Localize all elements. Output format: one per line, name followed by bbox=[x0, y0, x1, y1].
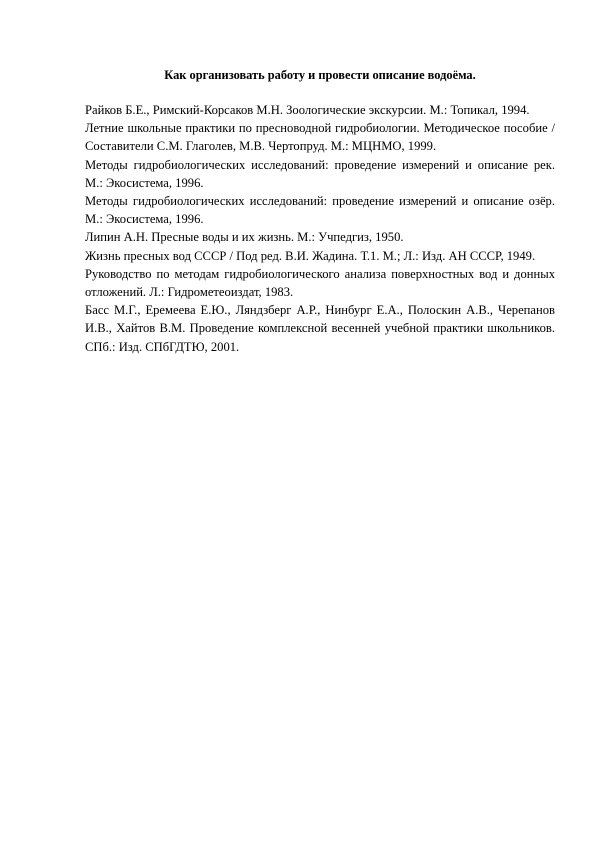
document-title: Как организовать работу и провести описание водоёма. bbox=[164, 68, 476, 82]
reference-item: Методы гидробиологических исследований: проведение измерений и описание озёр. М.: Экосистема, 1996. bbox=[85, 194, 555, 227]
reference-item: Методы гидробиологических исследований: проведение измерений и описание рек. М.: Экосистема, 1996. bbox=[85, 157, 555, 190]
reference-item: Липин А.Н. Пресные воды и их жизнь. М.: Учпедгиз, 1950. bbox=[85, 230, 404, 245]
reference-list bbox=[85, 101, 555, 356]
reference-item: Райков Б.Е., Римский-Корсаков М.Н. Зоологические экскурсии. М.: Топикал, 1994. bbox=[85, 103, 530, 117]
reference-item: Руководство по методам гидробиологического анализа поверхностных вод и донных отложений. Л.: Гидрометеоиздат, 1983. bbox=[85, 266, 555, 300]
reference-item: Басс М.Г., Еремеева Е.Ю., Ляндзберг А.Р., Нинбург Е.А., Полоскин А.В., Черепанов И.В., Хайтов В.М. Проведение комплексной весенней учебной практики школьников. СПб.: Изд. СПбГДТЮ, 2001. bbox=[85, 303, 555, 354]
reference-item: Жизнь пресных вод СССР / Под ред. В.И. Жадина. Т.1. М.; Л.: Изд. АН СССР, 1949. bbox=[85, 248, 536, 263]
reference-item: Летние школьные практики по пресноводной гидробиологии. Методическое пособие /Составители С.М. Глаголев, М.В. Чертопруд. М.: МЦНМО, 1999. bbox=[85, 121, 555, 154]
